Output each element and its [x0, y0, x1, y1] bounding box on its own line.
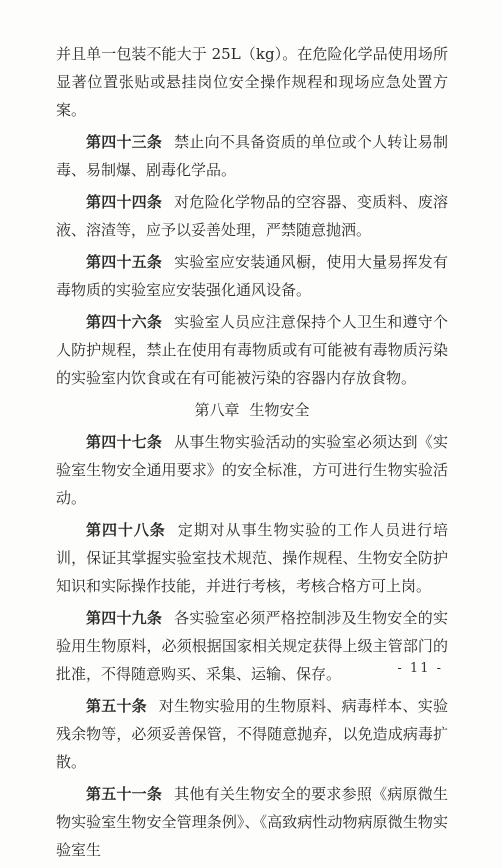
- article-number: 第四十六条: [86, 313, 163, 331]
- article-number: 第四十九条: [86, 609, 163, 627]
- chapter-heading: [56, 396, 448, 424]
- article-number: 第五十一条: [86, 785, 163, 803]
- article-47: [56, 428, 448, 512]
- article-number: 第四十四条: [86, 193, 163, 211]
- article-text: 对生物实验用的生物原料、病毒样本、实验残余物等，必须妥善保管，不得随意抛弃，以免造成病毒扩散。: [56, 697, 448, 771]
- article-50: [56, 692, 448, 776]
- chapter-number: 第八章: [194, 401, 240, 419]
- document-body: [56, 40, 448, 868]
- chapter-title: 生物安全: [249, 401, 310, 419]
- article-51: [56, 780, 448, 864]
- article-number: 第四十七条: [86, 433, 163, 451]
- article-text: 各实验室必须严格控制涉及生物安全的实验用生物原料，必须根据国家相关规定获得上级主管部门的批准，不得随意购买、采集、运输、保存。: [56, 609, 448, 683]
- article-number: 第五十条: [86, 697, 147, 715]
- article-49: [56, 604, 448, 688]
- article-text: 禁止向不具备资质的单位或个人转让易制毒、易制爆、剧毒化学品。: [56, 133, 448, 179]
- paragraph-continued: [56, 40, 448, 124]
- article-45: [56, 248, 448, 304]
- article-number: 第四十三条: [86, 133, 163, 151]
- article-text: 从事生物实验活动的实验室必须达到《实验室生物安全通用要求》的安全标准，方可进行生物实验活动。: [56, 433, 448, 507]
- article-44: [56, 188, 448, 244]
- article-text: 对危险化学物品的空容器、变质料、废溶液、溶渣等，应予以妥善处理，严禁随意抛洒。: [56, 193, 448, 239]
- article-number: 第四十五条: [86, 253, 163, 271]
- article-number: 第四十八条: [86, 521, 166, 539]
- article-text: 其他有关生物安全的要求参照《病原微生物实验室生物安全管理条例》、《高致病性动物病原微生物实验室生: [56, 785, 448, 859]
- page-number: - 11 -: [397, 661, 443, 676]
- article-text: 实验室应安装通风橱，使用大量易挥发有毒物质的实验室应安装强化通风设备。: [56, 253, 448, 299]
- article-text: 定期对从事生物实验的工作人员进行培训，保证其掌握实验室技术规范、操作规程、生物安全防护知识和实际操作技能，并进行考核，考核合格方可上岗。: [56, 521, 448, 595]
- article-43: [56, 128, 448, 184]
- article-48: [56, 516, 448, 600]
- article-text: 实验室人员应注意保持个人卫生和遵守个人防护规程，禁止在使用有毒物质或有可能被有毒物质污染的实验室内饮食或在有可能被污染的容器内存放食物。: [56, 313, 448, 387]
- article-46: [56, 308, 448, 392]
- paragraph-text: 并且单一包装不能大于 25L（kg）。在危险化学品使用场所显著位置张贴或悬挂岗位安全操作规程和现场应急处置方案。: [56, 45, 448, 119]
